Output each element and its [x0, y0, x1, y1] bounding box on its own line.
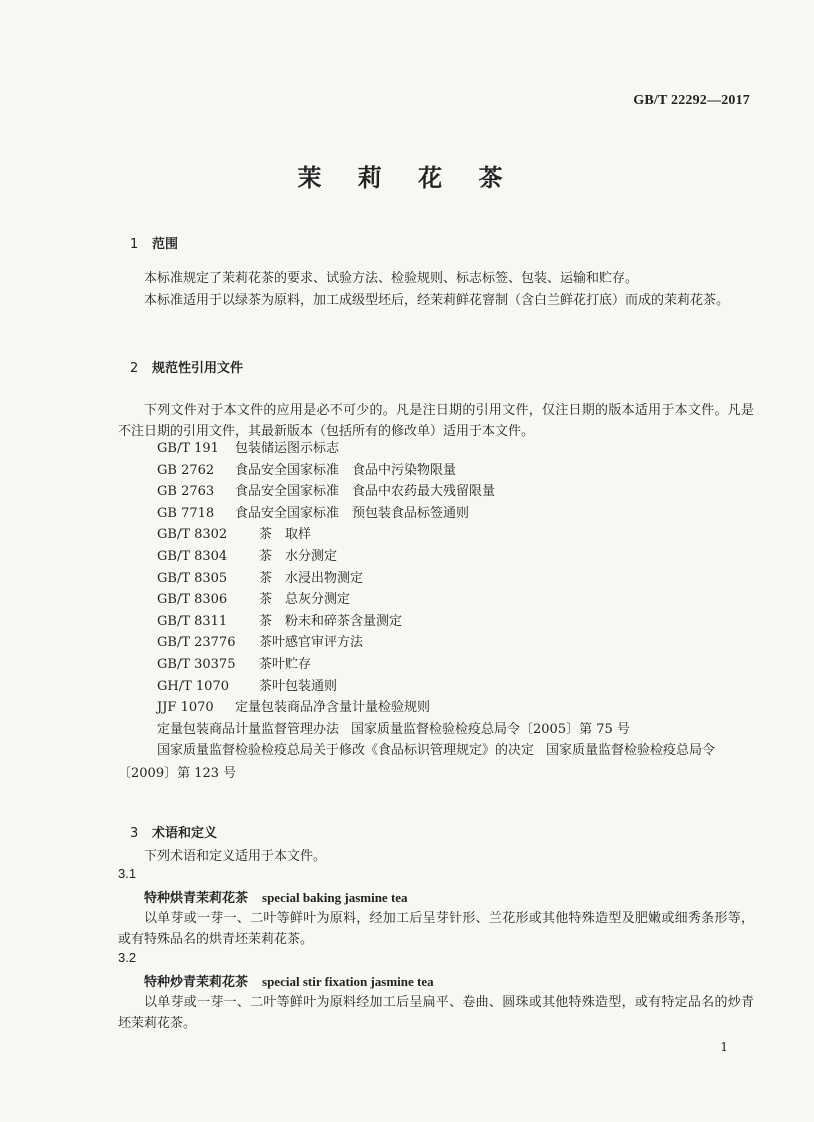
section-1-heading — [130, 233, 178, 252]
term-heading — [144, 971, 434, 990]
reference-code: GB/T 8305 — [157, 570, 228, 586]
term-definition: 以单芽或一芽一、二叶等鲜叶为原料经加工后呈扁平、卷曲、圆珠或其他特殊造型，或有特定品名的炒青坯茉莉花茶。 — [118, 995, 754, 1031]
standard-code: GB/T 22292—2017 — [633, 93, 750, 108]
reference-code: GB/T 8306 — [157, 592, 228, 608]
reference-item — [157, 719, 715, 741]
reference-item — [157, 589, 715, 611]
term-zh: 特种炒青茉莉花茶 — [144, 975, 249, 990]
reference-title: 食品安全国家标准 食品中农药最大残留限量 — [235, 484, 496, 500]
section-3-heading — [130, 822, 217, 841]
reference-title: 茶叶包装通则 — [259, 678, 338, 694]
section-title: 规范性引用文件 — [152, 361, 244, 376]
section-number: 2 — [130, 361, 139, 376]
reference-item — [157, 460, 715, 482]
reference-continuation: 〔2009〕第 123 号 — [118, 766, 237, 781]
reference-title: 茶 总灰分测定 — [259, 592, 351, 608]
section-title: 术语和定义 — [152, 826, 218, 841]
reference-code: 国家质量监督检验检疫总局关于修改《食品标识管理规定》的决定 — [157, 743, 535, 759]
page-number: 1 — [720, 1040, 728, 1054]
reference-item — [157, 611, 715, 633]
reference-item — [157, 481, 715, 503]
reference-title: 食品安全国家标准 食品中污染物限量 — [235, 462, 457, 478]
terms-intro: 下列术语和定义适用于本文件。 — [144, 849, 327, 864]
term-definition: 以单芽或一芽一、二叶等鲜叶为原料，经加工后呈芽针形、兰花形或其他特殊造型及肥嫩或细秀条形等，或有特殊品名的烘青坯茉莉花茶。 — [118, 911, 754, 947]
term-heading — [144, 887, 408, 906]
reference-code: GB 2762 — [157, 462, 215, 478]
reference-code: GB 7718 — [157, 505, 215, 521]
clause-number: 3.2 — [118, 950, 137, 965]
section-title: 范围 — [152, 237, 179, 252]
reference-item — [157, 438, 715, 460]
document-title: 茉 莉 花 茶 — [297, 164, 517, 192]
reference-title: 茶 取样 — [259, 527, 312, 543]
reference-title: 国家质量监督检验检疫总局令〔2005〕第 75 号 — [351, 721, 630, 737]
section-number: 1 — [130, 237, 139, 252]
term-en: special baking jasmine tea — [262, 890, 408, 905]
reference-item — [157, 676, 715, 698]
reference-title: 国家质量监督检验检疫总局令 — [546, 743, 716, 759]
reference-code: GB 2763 — [157, 484, 215, 500]
reference-title: 包装储运图示标志 — [235, 441, 340, 456]
reference-item — [157, 568, 715, 590]
scope-paragraph-2: 本标准适用于以绿茶为原料，加工成级型坯后，经茉莉鲜花窨制（含白兰鲜花打底）而成的茉莉花茶。 — [144, 293, 730, 308]
reference-code: GB/T 23776 — [157, 635, 236, 651]
reference-item — [157, 654, 715, 676]
reference-title: 定量包装商品净含量计量检验规则 — [235, 700, 431, 716]
reference-title: 茶 水浸出物测定 — [259, 570, 364, 586]
term-zh: 特种烘青茉莉花茶 — [144, 891, 249, 906]
term-en: special stir fixation jasmine tea — [262, 974, 434, 989]
reference-code: GH/T 1070 — [157, 678, 229, 694]
reference-code: 定量包装商品计量监督管理办法 — [157, 721, 340, 737]
reference-item — [157, 697, 715, 719]
reference-title: 茶叶贮存 — [259, 656, 312, 672]
reference-code: GB/T 30375 — [157, 656, 236, 672]
reference-item — [157, 524, 715, 546]
scope-paragraph-1: 本标准规定了茉莉花茶的要求、试验方法、检验规则、标志标签、包装、运输和贮存。 — [144, 271, 639, 286]
section-number: 3 — [130, 826, 139, 841]
reference-code: JJF 1070 — [157, 700, 214, 716]
reference-list — [157, 438, 715, 762]
reference-item — [157, 546, 715, 568]
reference-code: GB/T 8302 — [157, 527, 228, 543]
reference-title: 茶 粉末和碎茶含量测定 — [259, 613, 403, 629]
reference-item — [157, 740, 715, 762]
section-2-heading — [130, 357, 243, 376]
reference-code: GB/T 8304 — [157, 548, 228, 564]
reference-item — [157, 503, 715, 525]
reference-code: GB/T 191 — [157, 441, 219, 456]
reference-code: GB/T 8311 — [157, 613, 228, 629]
clause-number: 3.1 — [118, 866, 137, 881]
reference-title: 茶叶感官审评方法 — [259, 635, 364, 651]
references-intro: 下列文件对于本文件的应用是必不可少的。凡是注日期的引用文件，仅注日期的版本适用于本文件。凡是不注日期的引用文件，其最新版本（包括所有的修改单）适用于本文件。 — [118, 403, 754, 439]
reference-title: 食品安全国家标准 预包装食品标签通则 — [235, 505, 470, 521]
reference-title: 茶 水分测定 — [259, 548, 338, 564]
reference-item — [157, 632, 715, 654]
